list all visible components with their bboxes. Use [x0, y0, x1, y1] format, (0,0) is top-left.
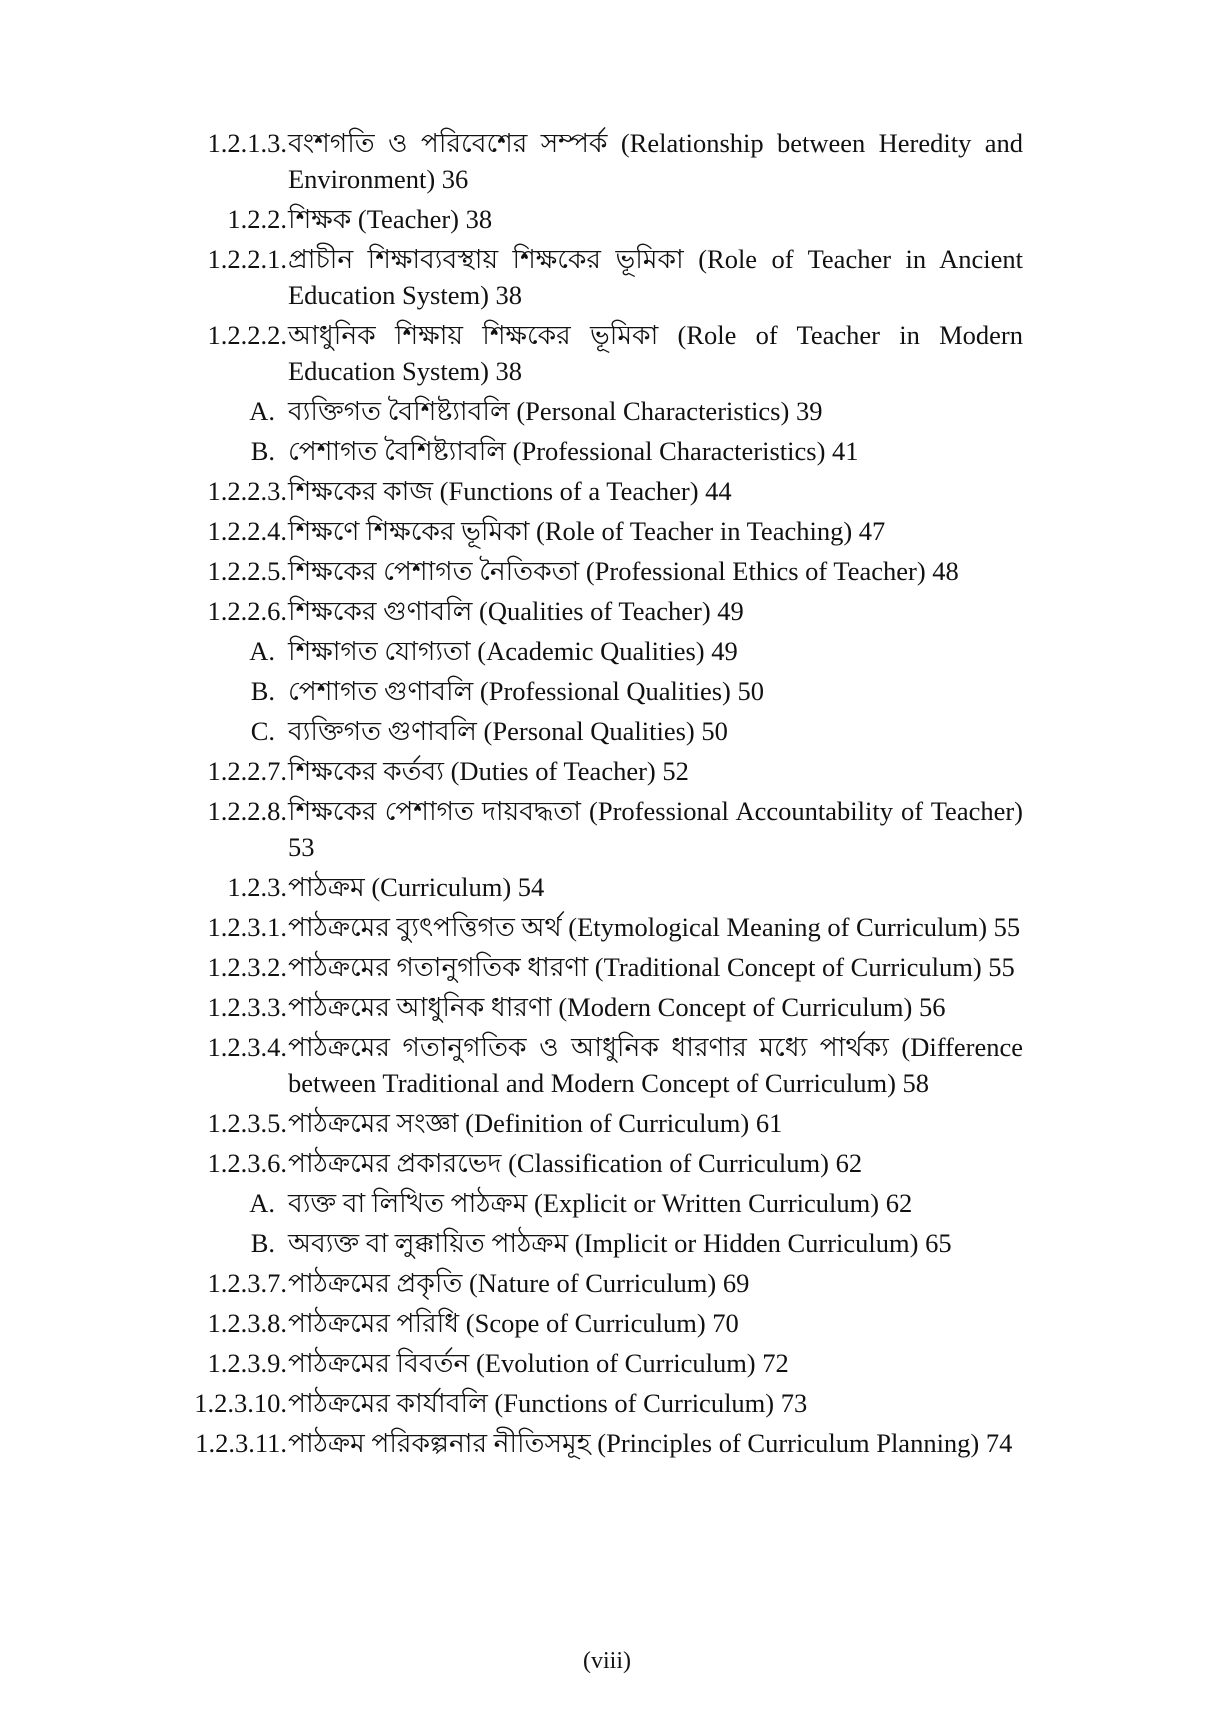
toc-entry: [0, 753, 1214, 789]
toc-entry-number: 1.2.2.7.: [207, 756, 287, 786]
toc-entry-number: 1.2.2.1.: [207, 244, 287, 274]
toc-entry-number: 1.2.3.4.: [207, 1032, 287, 1062]
toc-entry: [0, 1225, 1214, 1261]
toc-entry: [0, 433, 1214, 469]
toc-entry: [0, 1385, 1214, 1421]
toc-entry: [0, 125, 1214, 197]
toc-entry-title: পাঠক্রমের গতানুগতিক ধারণা (Traditional Concept of Curriculum) 55: [288, 952, 1015, 982]
toc-entry-title: ব্যক্ত বা লিখিত পাঠক্রম (Explicit or Written Curriculum) 62: [288, 1188, 913, 1218]
toc-entry-title: পাঠক্রমের কার্যাবলি (Functions of Curriculum) 73: [288, 1388, 808, 1418]
toc-entry: [0, 1185, 1214, 1221]
toc-entry-number: 1.2.3.9.: [207, 1348, 287, 1378]
toc-entry-number: 1.2.2.3.: [207, 476, 287, 506]
toc-entry-number: 1.2.3.11.: [195, 1428, 287, 1458]
toc-entry-title: শিক্ষকের কর্তব্য (Duties of Teacher) 52: [288, 756, 689, 786]
toc-entry-title: অব্যক্ত বা লুক্কায়িত পাঠক্রম (Implicit or Hidden Curriculum) 65: [288, 1228, 952, 1258]
toc-entry-title: শিক্ষকের গুণাবলি (Qualities of Teacher) 49: [288, 596, 744, 626]
toc-entry: [0, 949, 1214, 985]
toc-entry-number: 1.2.2.8.: [207, 796, 287, 826]
toc-entry: [0, 673, 1214, 709]
toc-entry: [0, 1029, 1214, 1101]
toc-entry-title: পাঠক্রম (Curriculum) 54: [288, 872, 545, 902]
toc-entry-title: শিক্ষকের কাজ (Functions of a Teacher) 44: [288, 476, 732, 506]
toc-entry-number: A.: [249, 1188, 275, 1218]
toc-entry-number: B.: [250, 1228, 275, 1258]
toc-entry-title: শিক্ষকের পেশাগত দায়বদ্ধতা (Professional Accountability of Teacher) 53: [288, 796, 1023, 862]
toc-entry-title: শিক্ষণে শিক্ষকের ভূমিকা (Role of Teacher in Teaching) 47: [288, 516, 886, 546]
toc-entry-number: 1.2.2.4.: [207, 516, 287, 546]
toc-entry-title: পাঠক্রমের পরিধি (Scope of Curriculum) 70: [288, 1308, 739, 1338]
toc-entry-number: 1.2.3.1.: [207, 912, 287, 942]
toc-entry-number: 1.2.3.: [227, 872, 287, 902]
toc-entry-number: A.: [249, 636, 275, 666]
toc-entry-title: প্রাচীন শিক্ষাব্যবস্থায় শিক্ষকের ভূমিকা (Role of Teacher in Ancient Education System) 38: [288, 244, 1023, 310]
toc-entry: [0, 393, 1214, 429]
toc-entry: [0, 201, 1214, 237]
toc-entry-title: ব্যক্তিগত বৈশিষ্ট্যাবলি (Personal Characteristics) 39: [288, 396, 823, 426]
toc-entry: [0, 1305, 1214, 1341]
toc-entry-title: শিক্ষকের পেশাগত নৈতিকতা (Professional Ethics of Teacher) 48: [288, 556, 959, 586]
toc-entry-title: শিক্ষাগত যোগ্যতা (Academic Qualities) 49: [288, 636, 738, 666]
toc-entry-number: A.: [249, 396, 275, 426]
toc-entry: [0, 513, 1214, 549]
toc-entry-number: B.: [250, 436, 275, 466]
toc-entry-number: 1.2.2.5.: [207, 556, 287, 586]
toc-entry: [0, 713, 1214, 749]
toc-entry-number: 1.2.2.6.: [207, 596, 287, 626]
toc-entry-title: পাঠক্রমের বিবর্তন (Evolution of Curriculum) 72: [288, 1348, 789, 1378]
toc-entry-number: 1.2.2.2.: [207, 320, 287, 350]
toc-entry-title: পাঠক্রমের প্রকৃতি (Nature of Curriculum) 69: [288, 1268, 750, 1298]
toc-entry-title: পাঠক্রমের গতানুগতিক ও আধুনিক ধারণার মধ্যে পার্থক্য (Difference between Traditional and Modern Concept of Curriculum) 58: [288, 1032, 1023, 1098]
toc-entry-title: আধুনিক শিক্ষায় শিক্ষকের ভূমিকা (Role of Teacher in Modern Education System) 38: [288, 320, 1023, 386]
toc-entry-title: বংশগতি ও পরিবেশের সম্পর্ক (Relationship between Heredity and Environment) 36: [288, 128, 1023, 194]
toc-entry: [0, 633, 1214, 669]
toc-entry-number: 1.2.3.6.: [207, 1148, 287, 1178]
toc-entry-title: পাঠক্রমের আধুনিক ধারণা (Modern Concept of Curriculum) 56: [288, 992, 946, 1022]
toc-entry-number: 1.2.3.5.: [207, 1108, 287, 1138]
toc-entry-title: পাঠক্রম পরিকল্পনার নীতিসমূহ (Principles of Curriculum Planning) 74: [288, 1428, 1013, 1458]
toc-entry-title: ব্যক্তিগত গুণাবলি (Personal Qualities) 50: [288, 716, 728, 746]
toc-entry: [0, 473, 1214, 509]
toc-entry: [0, 1345, 1214, 1381]
toc-entry-number: 1.2.3.3.: [207, 992, 287, 1022]
toc-entry: [0, 989, 1214, 1025]
toc-entry-title: পেশাগত বৈশিষ্ট্যাবলি (Professional Characteristics) 41: [288, 436, 859, 466]
toc-entry: [0, 793, 1214, 865]
toc-entry-number: B.: [250, 676, 275, 706]
toc-entry: [0, 593, 1214, 629]
toc-entry: [0, 317, 1214, 389]
toc-entry: [0, 1425, 1214, 1461]
toc-entry-number: 1.2.3.8.: [207, 1308, 287, 1338]
toc-entry-number: 1.2.1.3.: [207, 128, 287, 158]
toc-entry: [0, 909, 1214, 945]
table-of-contents: [0, 125, 1214, 1465]
toc-entry-title: পেশাগত গুণাবলি (Professional Qualities) 50: [288, 676, 764, 706]
toc-entry: [0, 1145, 1214, 1181]
toc-entry: [0, 1265, 1214, 1301]
toc-entry: [0, 241, 1214, 313]
toc-entry-title: পাঠক্রমের প্রকারভেদ (Classification of Curriculum) 62: [288, 1148, 863, 1178]
toc-entry-title: শিক্ষক (Teacher) 38: [288, 204, 493, 234]
toc-entry-number: 1.2.3.10.: [194, 1388, 287, 1418]
toc-entry-title: পাঠক্রমের ব্যুৎপত্তিগত অর্থ (Etymological Meaning of Curriculum) 55: [288, 912, 1021, 942]
toc-entry-number: 1.2.3.2.: [207, 952, 287, 982]
toc-entry-title: পাঠক্রমের সংজ্ঞা (Definition of Curriculum) 61: [288, 1108, 783, 1138]
toc-entry: [0, 869, 1214, 905]
toc-entry-number: C.: [250, 716, 275, 746]
toc-entry: [0, 553, 1214, 589]
toc-entry: [0, 1105, 1214, 1141]
toc-entry-number: 1.2.2.: [227, 204, 287, 234]
toc-entry-number: 1.2.3.7.: [207, 1268, 287, 1298]
page-number: (viii): [583, 1648, 631, 1674]
